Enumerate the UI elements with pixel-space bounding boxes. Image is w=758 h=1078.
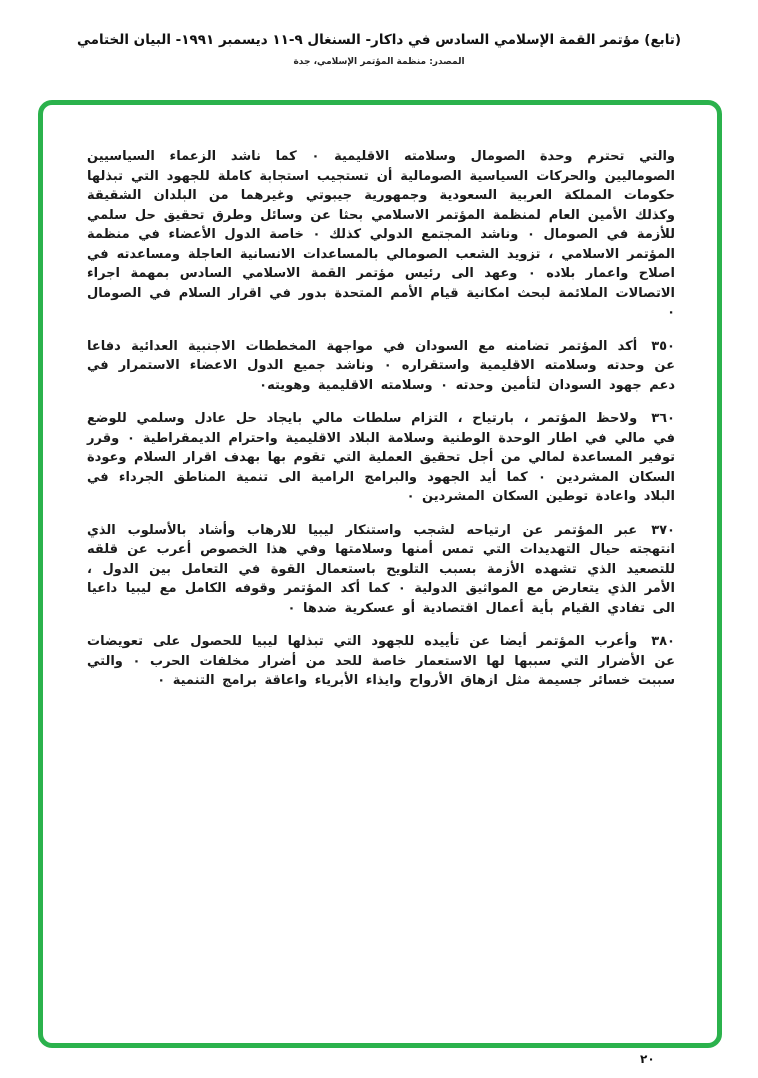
paragraph-number: ٣٦٠: [651, 411, 675, 426]
paragraph-text: ولاحظ المؤتمر ، بارتياح ، التزام سلطات مالي بايجاد حل عادل وسلمي للوضع في مالي في اطار الوحدة الوطنية وسلامة البلاد الاقليمية واحترام الديمقراطية ٠ وقرر توفير المساعدة لمالي من أجل تحقيق العملية التي تقوم بها بهدف اقرار السلام وعودة السكان المشردين ٠ كما أيد الجهود والبرامج الرامية الى تنمية المناطق الجرداء في البلاد واعادة توطين السكان المشردين ٠: [87, 411, 675, 504]
paragraph-text: وأعرب المؤتمر أيضا عن تأييده للجهود التي تبذلها ليبيا للحصول على تعويضات عن الأضرار التي سببها لها الاستعمار خاصة للحد من أضرار مخلفات الحرب ٠ والتي سببت خسائر جسيمة مثل ازهاق الأرواح وايذاء الأبرياء واعاقة برامج التنمية ٠: [87, 634, 676, 688]
paragraph-36: [87, 409, 675, 507]
green-border-frame: [38, 100, 722, 1048]
document-header: [0, 32, 758, 67]
paragraph-35: [87, 337, 675, 396]
paragraph-continuation: [87, 147, 675, 323]
paragraph-number: ٣٥٠: [651, 338, 675, 354]
document-body: [43, 105, 717, 1043]
paragraph-text: والتي تحترم وحدة الصومال وسلامته الاقليمية ٠ كما ناشد الزعماء السياسيين الصوماليين والحركات السياسية الصومالية أن تستجيب استجابة كاملة للجهود التي تبذلها حكومات المملكة العربية السعودية وجمهورية جيبوتي وغيرهما من البلدان الشقيقة وكذلك الأمين العام لمنظمة المؤتمر الاسلامي بحثا عن وسائل وطرق تحقيق حل سلمي للأزمة في الصومال ٠ وناشد المجتمع الدولي كذلك ٠ خاصة الدول الأعضاء في منظمة المؤتمر الاسلامي ، تزويد الشعب الصومالي بالمساعدات الانسانية العاجلة ومساعدته في اصلاح واعمار بلاده ٠ وعهد الى رئيس مؤتمر القمة الاسلامي السادس بمهمة اجراء الاتصالات الملائمة لبحث امكانية قيام الأمم المتحدة بدور في اقرار السلام في الصومال ٠: [87, 149, 676, 320]
paragraph-37: [87, 521, 675, 619]
document-title: (تابع) مؤتمر القمة الإسلامي السادس في داكار- السنغال ٩-١١ ديسمبر ١٩٩١- البيان الختامي: [76, 32, 682, 48]
paragraph-number: ٣٧٠: [651, 522, 675, 538]
paragraph-number: ٣٨٠: [651, 634, 675, 649]
paragraph-text: أكد المؤتمر تضامنه مع السودان في مواجهة المخططات الاجنبية العدائية دفاعا عن وحدته وسلامته الاقليمية واستقراره ٠ وناشد جميع الدول الاعضاء الاستمرار في دعم جهود السودان لتأمين وحدته ٠ وسلامته الاقليمية وهويته٠: [87, 338, 675, 393]
paragraph-38: [87, 632, 675, 691]
paragraph-text: عبر المؤتمر عن ارتياحه لشجب واستنكار ليبيا للارهاب وأشاد بالأسلوب الذي انتهجته حيال التهديدات التي تمس أمنها وسلامتها وفي هذا الخصوص أعرب عن قلقه للتصعيد الذي تشهده الأزمة بسبب التلويح باستعمال القوة في التعامل بين الدول ، الأمر الذي يتعارض مع المواثيق الدولية ٠ كما أكد المؤتمر وقوفه الكامل مع ليبيا داعيا الى تفادي القيام بأية أعمال اقتصادية أو عسكرية ضدها ٠: [87, 522, 675, 616]
page-number: ٢٠: [640, 1052, 655, 1066]
document-source: المصدر: منظمة المؤتمر الإسلامي، جدة: [293, 57, 465, 67]
